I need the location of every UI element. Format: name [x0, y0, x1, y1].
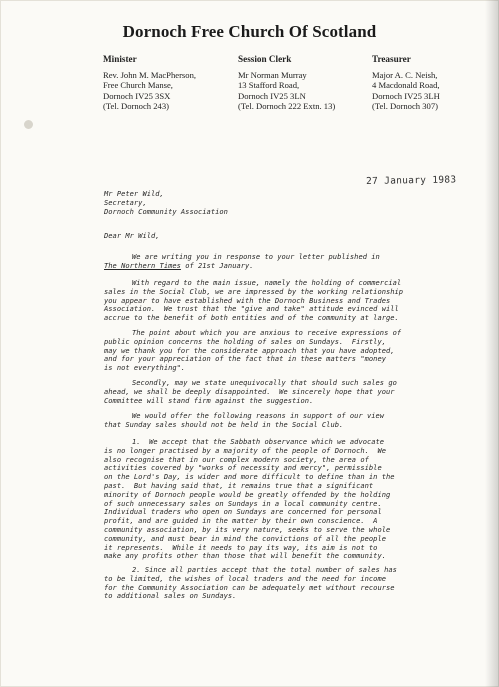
salutation: Dear Mr Wild, [104, 231, 160, 240]
treasurer-line: Dornoch IV25 3LH [372, 90, 440, 101]
treasurer-line: Major A. C. Neish, [372, 69, 438, 80]
text-line: Committee will stand firm against the suggestion. [104, 395, 314, 405]
text-line: Association. We trust that the "give and take" attitude evinced will [104, 304, 399, 314]
text-line: Individual traders who open on Sundays are concerned for personal [104, 507, 382, 517]
session-clerk-line: Dornoch IV25 3LN [238, 90, 306, 101]
recipient-line: Secretary, [104, 197, 147, 207]
page-shadow [485, 0, 499, 687]
paragraph-3 [104, 329, 401, 373]
text-line [104, 262, 380, 271]
text-line: may we thank you for the considerate approach that you have adopted, [104, 345, 395, 355]
letter-date: 27 January 1983 [366, 174, 457, 187]
text-line: We are writing you in response to your letter published in [132, 252, 380, 261]
minister-line: Dornoch IV25 3SX [103, 90, 171, 101]
text-line: that Sunday sales should not be held in the Social Club. [104, 419, 344, 429]
treasurer-block [372, 54, 440, 112]
paragraph-7 [104, 566, 397, 601]
text-line: 1. We accept that the Sabbath observance which we advocate [132, 437, 385, 446]
text-line: The point about which you are anxious to receive expressions of [132, 328, 402, 337]
text-line: profit, and are guided in the matter by their own conscience. A [104, 516, 378, 526]
paragraph-1 [104, 253, 380, 271]
session-clerk-block [238, 54, 335, 112]
letterhead-title: Dornoch Free Church Of Scotland [122, 22, 377, 41]
paragraph-6 [104, 438, 395, 561]
minister-line: Free Church Manse, [103, 80, 173, 91]
treasurer-line: (Tel. Dornoch 307) [372, 101, 438, 112]
punch-hole [24, 120, 33, 129]
text-line: accrue to the benefit of both entities and of the community at large. [104, 313, 399, 323]
minister-block [103, 54, 196, 112]
paragraph-5 [104, 412, 384, 430]
text-line: community, and must bear in mind the convictions of all the people [104, 533, 386, 543]
text-line: is no longer practised by a majority of the people of Dornoch. We [104, 445, 386, 455]
session-clerk-line: 13 Stafford Road, [238, 80, 300, 91]
newspaper-title: The Northern Times [104, 260, 181, 270]
recipient-line: Mr Peter Wild, [104, 189, 164, 198]
paragraph-2 [104, 279, 403, 323]
text-line: to additional sales on Sundays. [104, 591, 237, 601]
treasurer-heading: Treasurer [372, 54, 411, 64]
text-line: Secondly, may we state unequivocally that should such sales go [132, 378, 397, 387]
text-line: We would offer the following reasons in support of our view [132, 411, 385, 420]
text-line: make any profits other than those that will benefit the community. [104, 551, 386, 561]
text-line: past. But having said that, it remains true that a significant [104, 480, 374, 490]
recipient-line: Dornoch Community Association [104, 206, 228, 216]
text-line: of such unnecessary sales on Sundays in a local community centre. [104, 498, 382, 508]
session-clerk-line: (Tel. Dornoch 222 Extn. 13) [238, 101, 336, 112]
session-clerk-line: Mr Norman Murray [238, 69, 307, 80]
text-line: on the Lord's Day, is wider and more difficult to define than in the [104, 472, 395, 482]
text-line: public opinion concerns the holding of sales on Sundays. Firstly, [104, 336, 386, 346]
text-line: is not everything". [104, 363, 186, 373]
recipient-address [104, 190, 228, 216]
text-line: With regard to the main issue, namely the holding of commercial [132, 278, 402, 287]
treasurer-line: 4 Macdonald Road, [372, 80, 440, 91]
text-line: minority of Dornoch people would be greatly offended by the holding [104, 489, 391, 499]
text-line: also recognise that in our complex modern society, the area of [104, 454, 369, 464]
text-line: ahead, we shall be deeply disappointed. We sincerely hope that your [104, 386, 395, 396]
minister-heading: Minister [103, 54, 137, 64]
text-line: sales in the Social Club, we are impressed by the working relationship [104, 286, 404, 296]
text-line: you appear to have established with the Dornoch Business and Trades [104, 295, 391, 305]
text-line: to be limited, the wishes of local traders and the need for income [104, 573, 386, 583]
minister-line: (Tel. Dornoch 243) [103, 101, 169, 112]
text-line: for the Community Association can be adequately met without recourse [104, 582, 395, 592]
text-line: it represents. While it needs to pay its way, its aim is not to [104, 542, 378, 552]
text-line: 2. Since all parties accept that the total number of sales has [132, 565, 397, 574]
text-line: community association, by its very nature, seeks to serve the whole [104, 524, 391, 534]
text-fragment: of 21st January. [180, 260, 254, 270]
paragraph-4 [104, 379, 397, 405]
text-line: and for your appreciation of the fact that in these matters "money [104, 354, 386, 364]
text-line: activities covered by "works of necessity and mercy", permissible [104, 463, 382, 473]
session-clerk-heading: Session Clerk [238, 54, 292, 64]
minister-line: Rev. John M. MacPherson, [103, 69, 197, 80]
